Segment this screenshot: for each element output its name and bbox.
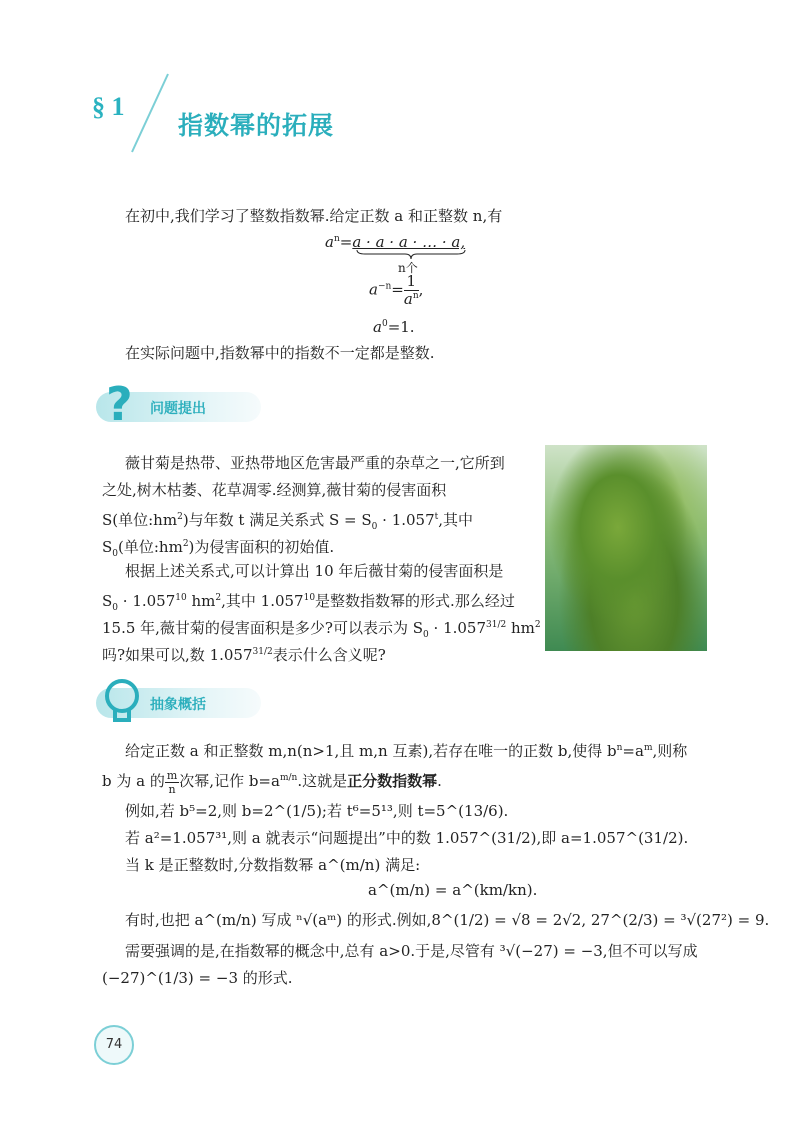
- abstract-example-4: 有时,也把 a^(m/n) 写成 ⁿ√(aᵐ) 的形式.例如,8^(1/2) = √8 = 2√2, 27^(2/3) = ³√(27²) = 9.: [125, 911, 770, 929]
- lightbulb-icon: [102, 676, 144, 726]
- problem-line-2: 之处,树木枯萎、花草凋零.经测算,薇甘菊的侵害面积: [102, 481, 447, 499]
- problem-line-4: $S_0$(单位$:hm^2$)为侵害面积的初始值.: [102, 538, 335, 559]
- section-number: § 1: [92, 92, 125, 121]
- section-title: 指数幂的拓展: [178, 111, 335, 140]
- problem-line-7: 15.5 年,薇甘菊的侵害面积是多少?可以表示为 $S_0 \cdot 1.057^{31/2}$ $hm^2$: [102, 619, 541, 640]
- formula-power-definition: $a^n=a \cdot a \cdot a$ · … · a,: [325, 233, 466, 251]
- formula-zero-exponent: $a^0=1$.: [373, 318, 415, 336]
- abstract-example-6: (−27)^(1/3) = −3 的形式.: [102, 969, 293, 987]
- abstract-example-5: 需要强调的是,在指数幂的概念中,总有 a>0.于是,尽管有 ³√(−27) = −3,但不可以写成: [125, 942, 698, 960]
- abstract-example-1: 例如,若 b⁵=2,则 b=2^(1/5);若 t⁶=5¹³,则 t=5^(13/6).: [125, 802, 509, 820]
- intro-line-2: 在实际问题中,指数幂中的指数不一定都是整数.: [125, 344, 435, 362]
- mikania-weed-photo: [545, 445, 707, 651]
- abstract-example-3: 当 k 是正整数时,分数指数幂 a^(m/n) 满足:: [125, 856, 421, 874]
- abstract-line-2: b 为 a 的 $\frac{m}{n}$ 次幂,记作 $b=a^{m/n}$.这就是正分数指数幂.: [102, 768, 442, 796]
- problem-line-5: 根据上述关系式,可以计算出 10 年后薇甘菊的侵害面积是: [125, 562, 504, 580]
- problem-line-1: 薇甘菊是热带、亚热带地区危害最严重的杂草之一,它所到: [125, 454, 505, 472]
- problem-line-6: $S_0 \cdot 1.057^{10}$ $hm^2$,其中 1.057$^{10}$是整数指数幂的形式.那么经过: [102, 592, 515, 613]
- badge-question-label: 问题提出: [150, 401, 206, 417]
- svg-text:?: ?: [106, 378, 133, 428]
- problem-line-8: 吗?如果可以,数 $1.057^{31/2}$表示什么含义呢?: [102, 646, 386, 664]
- header-divider: [128, 72, 172, 154]
- underbrace-label: n个: [398, 261, 418, 275]
- problem-line-3: S(单位$:hm^2$)与年数 t 满足关系式 $S = S_0 \cdot 1.057^t$,其中: [102, 511, 474, 532]
- abstract-line-1: 给定正数 a 和正整数 m,n(n>1,且 m,n 互素),若存在唯一的正数 b,使得 $b^n=a^m$,则称: [125, 742, 688, 760]
- intro-line-1: 在初中,我们学习了整数指数幂.给定正数 a 和正整数 n,有: [125, 207, 503, 225]
- question-icon: [100, 378, 146, 428]
- formula-negative-exponent: $a^{-n}=$ $\frac{1}{a^n}$ ,: [369, 272, 424, 308]
- abstract-formula: a^(m/n) = a^(km/kn).: [368, 881, 538, 899]
- badge-abstract-label: 抽象概括: [150, 697, 206, 713]
- page-number: 74: [94, 1025, 134, 1065]
- abstract-example-2: 若 a²=1.057³¹,则 a 就表示“问题提出”中的数 1.057^(31/2),即 a=1.057^(31/2).: [125, 829, 689, 847]
